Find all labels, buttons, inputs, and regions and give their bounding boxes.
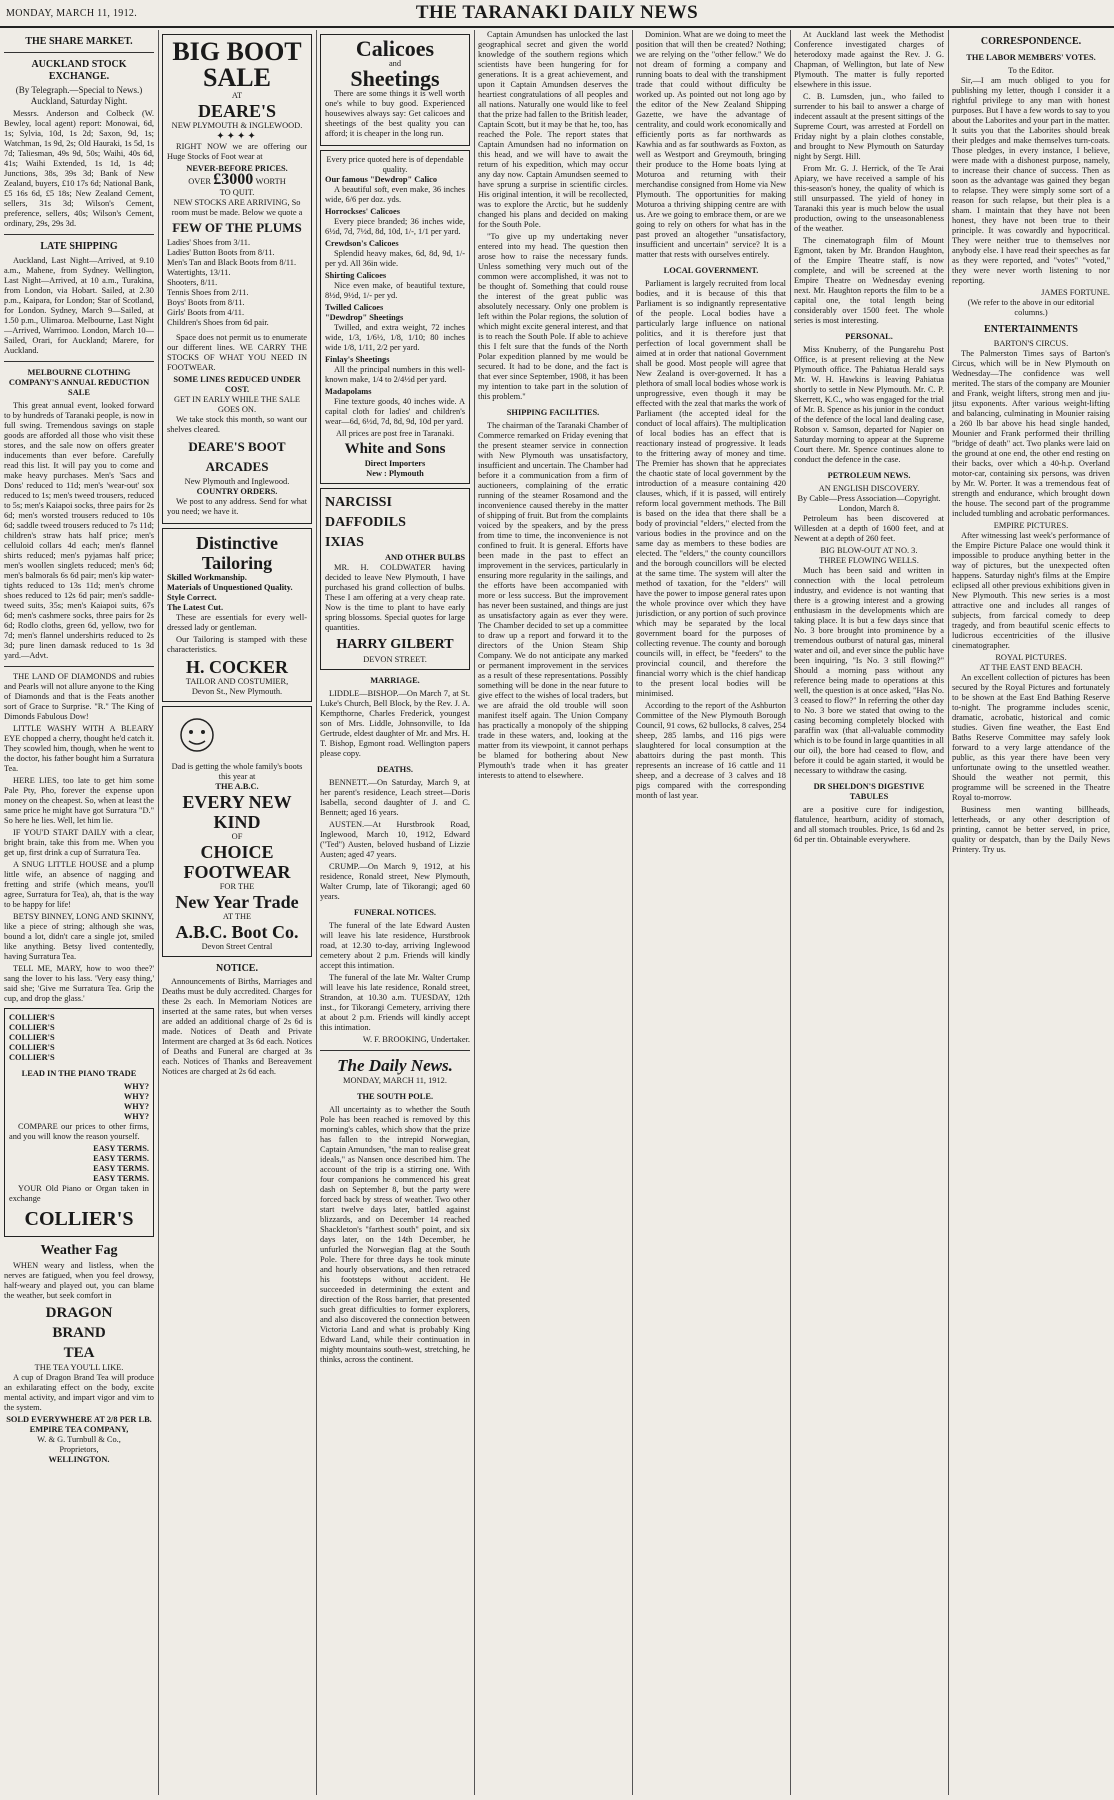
new-year: New Year Trade xyxy=(175,891,299,912)
dragon-tag: THE TEA YOU'LL LIKE. xyxy=(34,1362,124,1372)
piano-heading: LEAD IN THE PIANO TRADE xyxy=(21,1068,137,1078)
new-stocks: NEW STOCKS ARE ARRIVING, So room must be made. Below we quote a xyxy=(171,197,303,217)
shipping-facilities-heading: SHIPPING FACILITIES. xyxy=(506,408,600,417)
telegraph-line: (By Telegraph.—Special to News.) Auckland, Saturday Night. xyxy=(15,84,143,107)
notice-body: Announcements of Births, Marriages and Deaths must be duly accredited. Charges for these 2s each. In Memoriam Notices are inserted at the same rates, but when verses are added an additional charge of 2s 6d is made. Notices of Death and Private Interment are charged at 3s 6d each. Notices of Deaths and Funeral are charged at 3s each. Notices of Thanks and Bereavement Notices are charged at 2s 6d each. xyxy=(162,977,312,1077)
bulbs-ad xyxy=(320,488,470,670)
item-name: "Dewdrop" Sheetings xyxy=(325,313,404,322)
abc-boot: A.B.C. Boot Co. xyxy=(175,921,299,942)
flowing-heading: THREE FLOWING WELLS. xyxy=(819,556,919,565)
personal-heading: PERSONAL. xyxy=(845,332,893,341)
tail-line: Skilled Workmanship. xyxy=(167,572,247,582)
shipping-facilities-body: The chairman of the Taranaki Chamber of Commerce remarked on Friday evening that the present steamer service in connection with New Plymouth was unsatisfactory, insufficient and uncertain. The Chamber had before it a communication from a firm of auctioneers, complaining of the erratic running of the steamer Rosamond and the inconvenience caused thereby in the matter of shipping of fruit. But from the complaints voiced by the speakers, and by the press from time to time, the inconvenience is not confined to fruit. It is general. Efforts have been made in the past to effect an improvement in the services, particularly in ensuring more regularity in the sailings, and the efforts have been accompanied with more or less success. But the improvement has never been sustained, and things are just as unsatisfactory again as ever they were. The Chamber decided to set up a committee to draw up a report and forward it to the directors of the Union Steam Ship Company. We do not anticipate any marked or permanent improvement in the services as a result of these representations. Possibly something will be done in the near future to give effect to the wishes of local traders, but we are afraid the old trouble will soon manifest itself again. The Union Company has practically a monopoly of the shipping trade in these waters, and, looking at the matter from its viewpoint, it cannot perhaps be blamed for bothering about New Plymouth's trade when it has greater interests to attend to elsewhere. xyxy=(478,421,628,780)
abc-caption: Dad is getting the whole family's boots this year at xyxy=(171,761,303,781)
item-name: Crewdson's Calicoes xyxy=(325,239,399,248)
easy-line: EASY TERMS. xyxy=(93,1163,149,1173)
printery-note: Business men wanting billheads, letterheads, or any other description of printing, cannot be better served, in price, quality or despatch, than by the Daily News Printery. Try us. xyxy=(952,804,1110,854)
tea-verse: THE LAND OF DIAMONDS and rubies and Pearls will not allure anyone to the King of Diamonds and that is the Feats another sort of Grace to Surprise. "R." The King of Dimonds Fabulous Dow! xyxy=(4,671,154,721)
at-the: AT THE xyxy=(222,911,252,921)
exchange-heading: AUCKLAND STOCK EXCHANGE. xyxy=(31,59,127,82)
plum-item: Ladies' Shoes from 3/11. xyxy=(167,237,251,247)
plum-item: Girls' Boots from 4/11. xyxy=(167,307,245,317)
tailoring-ad xyxy=(162,528,312,702)
petroleum-sub: AN ENGLISH DISCOVERY. xyxy=(818,484,920,493)
white-sons: White and Sons xyxy=(344,441,446,457)
collier-line: COLLIER'S xyxy=(9,1052,55,1062)
why-line: WHY? xyxy=(123,1101,149,1111)
royal-sub: AT THE EAST END BEACH. xyxy=(979,662,1083,672)
at-word: AT xyxy=(231,91,243,100)
pole-heading: THE SOUTH POLE. xyxy=(356,1092,434,1101)
abc-address: Devon Street Central xyxy=(201,941,273,951)
empire-owner: W. & G. Turnbull & Co., xyxy=(37,1434,121,1444)
choice-footwear: CHOICE FOOTWEAR xyxy=(183,841,291,882)
pole-continued: Captain Amundsen has unlocked the last geographical secret and given the world knowledge of the southern regions which scientists have been hungering for for generations. It is a great achievement, and upon it Captain Amundsen deserves the heartiest congratulations of all peoples and all nations. Naturally one would like to feel that the prize had fallen to the British leader, Captain Scott, but it may be that he, too, has reached the Pole. The report states that Captain Amundsen had no information on this head, and we will have to await the return of his expedition, which may occur any day now. Captain Amundsen seemed to have sprung a surprise in scientific circles. His original intention, it will be recollected, was to explore the Arctic, but he suddenly changed his plans and decided on making for the South Pole. xyxy=(478,30,628,229)
country-body: We post to any address. Send for what you need; we have it. xyxy=(167,496,307,516)
item-desc: Nice even make, of beautiful texture, 8½d, 9½d, 1/- per yd. xyxy=(325,281,465,300)
amount: £3000 xyxy=(213,171,254,189)
plum-item: Ladies' Button Boots from 8/11. xyxy=(167,247,275,257)
newspaper-title: THE TARANAKI DAILY NEWS xyxy=(415,2,699,23)
space-note: Space does not permit us to enumerate our different lines. WE CARRY THE STOCKS OF WHAT YOU NEED IN FOOTWEAR. xyxy=(167,332,307,372)
bulbs-tail: AND OTHER BULBS xyxy=(384,553,465,562)
item-name: Twilled Calicoes xyxy=(325,303,384,312)
column-rule xyxy=(474,30,475,1795)
why-line: WHY? xyxy=(123,1081,149,1091)
column-rule xyxy=(790,30,791,1795)
sheetings-title: Sheetings xyxy=(350,66,440,91)
over: OVER xyxy=(188,177,211,187)
never-before: NEVER-BEFORE PRICES. xyxy=(186,164,288,174)
letter-signature: JAMES FORTUNE. xyxy=(1041,288,1110,298)
column-rule xyxy=(158,30,159,1795)
column-rule xyxy=(632,30,633,1795)
of-word: OF xyxy=(231,831,243,841)
and-word: and xyxy=(388,59,402,68)
column-7 xyxy=(952,30,1110,1795)
death-notice: BENNETT.—On Saturday, March 9, at her parent's residence, Leach street—Doris Isabella, second daughter of J. and C. Bennett; aged 16 years. xyxy=(320,778,470,817)
ws-town: New : Plymouth xyxy=(366,469,424,478)
column-5 xyxy=(636,30,786,1795)
plum-item: Children's Shoes from 6d pair. xyxy=(167,317,269,327)
labor-heading: THE LABOR MEMBERS' VOTES. xyxy=(966,53,1096,63)
item-name: Horrockses' Calicoes xyxy=(325,207,400,216)
collier-line: COLLIER'S xyxy=(9,1042,55,1052)
calico-prices xyxy=(320,150,470,484)
shipping-heading: LATE SHIPPING xyxy=(40,241,118,253)
calicoes-title: Calicoes xyxy=(355,36,435,61)
cocker-address: Devon St., New Plymouth. xyxy=(191,686,283,696)
tail-body: These are essentials for every well-dressed lady or gentleman. xyxy=(167,612,307,632)
local-govt-body: Parliament is largely recruited from local bodies, and it is because of this that Parliament is so indignantly representative of the people. Local bodies have a particularly large influence on national politics, and it is therefore just that perfection of local government shall be aimed at in order that national Government shall be good. Most people will agree that New Zealand is over-governed. It has a plethora of small local bodies whose work is unprogressive, even though it may be effected with the zeal that marks the work of Parliament (the accepted ideal for the conduct of local affairs). The multiplication of local bodies has an effect that is reactionary instead of progressive. It leads to the frittering away of money and time. The Premier has shown that he appreciates the chaotic state of local government by the introduction of a measure containing 420 clauses, which, if it is passed, will entirely reform local government methods. The Bill is based on the idea that there shall be a body of provincial "elders," elected from the various bodies in the province and on the same day as members to these bodies are elected. The "elders," the county councillors and the borough councillors will be elected at the same time. The system will alter the method of taxation, for the "elders" will have the power to impose general rates upon the whole province over which they have jurisdiction, or any portion of such province which may be separated by the local government board for the purposes of collecting revenue. The county and borough councils will, in effect, be "feeders" to the provincial council, and therefore the financial worry which is the chief handicap to the present local bodies will be minimised. xyxy=(636,279,786,698)
shipping-continued: Dominion. What are we doing to meet the position that will then be created? Nothing; we are relying on the "other fellow." We do not dream of forming a company and running boats to deal with the transhipment trade that could without difficulty be worked up. As pointed out not long ago by the editor of the New Zealand Shipping Gazette, we have the advantage of centrality, and could work economically and efficiently ports as far northwards as Kawhia and as far southwards as Foxton, as well as Westport and Greymouth, bringing their produce to the Home boats lying at Moturoa and returning with their merchandise consigned from Home via New Plymouth. The opportunities for making Moturoa a thriving shipping centre are with us. Are we going to embrace them, or are we going to rely on others for what has in the past proved an altogether "unsatisfactory, insufficient and uncertain" service? It is a matter that rests with ourselves entirely. xyxy=(636,30,786,259)
ornament-icon: ✦✦✦✦ xyxy=(216,131,258,142)
weather-body: WHEN weary and listless, when the nerves are fatigued, when you feel drowsy, half-weary and played out, you can blame the weather, but seek comfort in xyxy=(4,1260,154,1300)
death-notice: CRUMP.—On March 9, 1912, at his residence, Ronald street, New Plymouth, Walter Crump, late of Tikorangi; aged 60 years. xyxy=(320,862,470,901)
get-early: GET IN EARLY WHILE THE SALE GOES ON. xyxy=(173,394,301,414)
dragon-body: A cup of Dragon Brand Tea will produce an exhilarating effect on the body, excite mental activity, and impart vigor and vim to the system. xyxy=(4,1372,154,1412)
sheldon-heading: DR SHELDON'S DIGESTIVE TABULES xyxy=(813,782,925,801)
collier-ad xyxy=(4,1008,154,1237)
tea-verse: A SNUG LITTLE HOUSE and a plump little wife, an absence of nagging and fretting and strife (which means, you'll agree, Surratura for Tea), ah, that is the way to be happy for life! xyxy=(4,859,154,909)
empire-town: WELLINGTON. xyxy=(48,1454,110,1464)
item-desc: A beautiful soft, even make, 36 inches wide, 6/6 per doz. yds. xyxy=(325,185,465,204)
column-4 xyxy=(478,30,628,1795)
tail-body2: Our Tailoring is stamped with these characteristics. xyxy=(167,634,307,654)
column-rule xyxy=(948,30,949,1795)
empire-body: After witnessing last week's performance of the Empire Picture Palace one would think it impossible to produce anything better in the way of pictures, but the unexpected often happens. Saturday night's films at the Empire eclipsed all other previous exhibitions given in New Plymouth. This new series is a most attractive one and includes all ranges of subjects, from farcical comedy to deep tragedy, and from beautiful scenic effects to ludicrous eccentricities of the illusive cinematographer. xyxy=(952,530,1110,650)
death-notice: AUSTEN.—At Hurstbrook Road, Inglewood, March 10, 1912, Edward ("Ted") Austen, beloved husband of Lizzie Austen; aged 47 years. xyxy=(320,820,470,859)
daily-news-flag: The Daily News. xyxy=(337,1056,453,1075)
issue-date: MONDAY, MARCH 11, 1912. xyxy=(6,8,137,19)
calico-ad xyxy=(320,34,470,146)
melbourne-body: This great annual event, looked forward to by hundreds of Taranaki people, is now in full swing. Tremendous savings on staple goods are afforded all those who visit these stores, and the sale now on offers greater inducements than ever before. Carefully read this list. It will pay you to come and make heavy purchases. Men's 'Sacs and Dons' reduced to 11d; men's 'wear-out' sox reduced to 1s; men's tweed trousers, reduced to 5s; men's Kaiapoi socks, three pairs for 2s 6d; men's worsted trousers reduced to 10s 6d; saddle tweed trousers reduced to 7s 11d; children's straw hats half price; men's celluloid collars 4d each; men's flannel shirts reduced; men's pyjamas half price; men's woollen singlets reduced; men's 6d; men's balmorals 6s 6d pair; men's kip water-tights reduced to 13s 11d; men's chrome shoes reduced to 12s 6d pair; men's saddle-tweed suits, 35s; men's Kaiapoi suits, 67s 6d; men's cashmere socks, three pairs for 2s 6d; Rodlo cloths, green 6d, yellow, two for 7d; men's flannel undershirts reduced to 2s 3d; pure linen damask reduced to 1s 3d yard.—Advt. xyxy=(4,400,154,660)
calico-intro: There are some things it is well worth one's while to buy good. Experienced housewives always say: Get calicoes and sheetings of the best quality you can afford; it is cheaper in the long run. xyxy=(325,89,465,138)
tea-verse: TELL ME, MARY, how to woo thee?' sang the lover to his lass. 'Very easy thing,' said she; 'Give me Surratura Tea. Grip the cup, and drop the glass.' xyxy=(4,963,154,1003)
barton-heading: BARTON'S CIRCUS. xyxy=(993,338,1069,348)
dragon-sold: SOLD EVERYWHERE AT 2/8 PER LB. xyxy=(6,1414,152,1424)
barton-body: The Palmerston Times says of Barton's Circus, which will be in New Plymouth on Wednesday—The confidence was well merited. The stars of the company are Mounier and Frank, weight lifters, strong men and jiu-jitsu exponents. After various weight-lifting and balancing, culminating in Mounier raising a 260 lb bar above his head single handed, Mounier and Frank performed their thrilling "bridge of death" act. Two planks were laid on the ground at one end, the other end resting on their backs, over which a 40-h.p. Overland motor-car, containing six persons, was driven by Mr. W. Porter. It was a tremendous feat of strength and endurance, which brought down the house. The second part of the programme included tumbling and acrobatic performances. xyxy=(952,348,1110,518)
ws-sub: Direct Importers xyxy=(364,459,426,468)
tea-verse: LITTLE WASHY WITH A BLEARY EYE chopped a cherry, thought he'd catch it. They scowled him, though, when he went to the doctor, his father bought him a Surratura Tea. xyxy=(4,723,154,773)
item-name: Shirting Calicoes xyxy=(325,271,387,280)
abc-ad xyxy=(162,706,312,957)
boot-arcades: DEARE'S BOOT ARCADES xyxy=(188,438,286,474)
abc-caption2: THE A.B.C. xyxy=(215,781,259,791)
item-name: Finlay's Sheetings xyxy=(325,355,390,364)
tea-verse: HERE LIES, too late to get him some Pale Pty, Pho, forever the expense upon money on the cheapest. So, when at least the same price he might have got Surratura "D." So here he lies. Well, let him lie. xyxy=(4,775,154,825)
dragon-line: BRAND xyxy=(52,1324,106,1341)
methodist-note: At Auckland last week the Methodist Conference investigated charges of heterodoxy made against the Rev. J. G. Chapman, of Wellington, but late of New Plymouth. The matter is fully reported elsewhere in this issue. xyxy=(794,30,944,89)
issue-date-inner: MONDAY, MARCH 11, 1912. xyxy=(343,1076,447,1085)
funeral-notice: The funeral of the late Edward Austen will leave his late residence, Hurstbrook road, at 12.30 to-day, arriving Inglewood cemetery about 2 p.m. Friends will kindly accept this intimation. xyxy=(320,921,470,970)
column-rule xyxy=(316,30,317,1795)
collier-line: COLLIER'S xyxy=(9,1032,55,1042)
arcades-location: New Plymouth and Inglewood. xyxy=(184,476,290,486)
plum-item: Men's Tan and Black Boots from 8/11. xyxy=(167,257,297,267)
deares-location: NEW PLYMOUTH & INGLEWOOD. xyxy=(171,121,303,130)
item-desc: Splendid heavy makes, 6d, 8d, 9d, 1/- per yd. All 36in wide. xyxy=(325,249,465,268)
letter-body: Sir,—I am much obliged to you for publishing my letter, though I consider it a rightful privilege to any man with honest purposes. But I have a few words to say to you about the Laborites and your part in the matter. It suits you that the Laborites should break their pledges and make themselves turn-coats. Those pledges, in every instance, I believe, were made with a dishonest purpose, namely, to increase their chance of success. Then as soon as the advantage was gained they began to relapse. They were simply some sort of a reason for such relapse, but their plea is a sham. I maintain that they have not been honest, they have not been true to their principle. It was cowardly and hypocritical. They were neither true to themselves nor anybody else. I have read their speeches as far as they were reported, and "votes" "voted," they were never worth listening to nor reporting. xyxy=(952,76,1110,286)
tail-line: The Latest Cut. xyxy=(167,602,224,612)
tail-line: Style Correct. xyxy=(167,592,217,602)
flowing-body: Much has been said and written in connection with the local petroleum industry, and evidence is not wanting that there is a growing interest and a growing enthusiasm in the developments which are taking place. It is but a few days since that No. 3 bore brought into prominence by a tremendous outburst of natural gas, mineral water and oil, and ever since the public have been inquiring, "Is No. 3 still flowing?" Should a morning pass without any reference being made to operations at this well, the question is at once asked, "Has No. 3 ceased to flow?" In referring the other day to No. 3 bore we stated that owing to the casing becoming completely blocked with paraffin wax (that all-valuable commodity which is to be found in large quantities in all our oil), the bore had ceased to flow, and before it could be again started, it would be necessary to withdraw the casing. xyxy=(794,566,944,775)
cocker-name: H. COCKER xyxy=(185,656,288,677)
petroleum-heading: PETROLEUM NEWS. xyxy=(827,471,911,480)
collier-big: COLLIER'S xyxy=(24,1207,134,1230)
entertainments-heading: ENTERTAINMENTS xyxy=(984,324,1078,336)
funeral-heading: FUNERAL NOTICES. xyxy=(354,908,436,917)
sheldon-body: are a positive cure for indigestion, flatulence, heartburn, acidity of stomach, and all stomach troubles. Price, 1s 6d and 2s 6d per tin. Obtainable everywhere. xyxy=(794,805,944,844)
plum-item: Tennis Shoes from 2/11. xyxy=(167,287,249,297)
cocker-trade: TAILOR AND COSTUMIER, xyxy=(185,676,289,686)
masthead xyxy=(0,0,1114,28)
why-line: WHY? xyxy=(123,1091,149,1101)
tailoring-title: Distinctive Tailoring xyxy=(196,532,278,573)
editor-note: (We refer to the above in our editorial columns.) xyxy=(967,298,1095,318)
deaths-heading: DEATHS. xyxy=(377,765,413,774)
marriage-body: LIDDLE—BISHOP.—On March 7, at St. Luke's Church, Bell Block, by the Rev. J. A. Kempthorne, Charles Frederick, youngest son of Mrs. Liddle, Johnsonville, to Ida Gertrude, eldest daughter of Mr. and Mrs. H. T. Bishop, Egmont road. Wellington papers please copy. xyxy=(320,689,470,758)
shipping-report: Auckland, Last Night—Arrived, at 9.10 a.m., Mahene, from Sydney. Wellington, Last Night—Arrived, at 10 a.m., Turakina, from London, via Hobart. Sailed, at 2.30 p.m., Kaipara, for London; Star of Scotland, for London. Sydney, March 9—Sailed, at 1.50 p.m., Ulimaroa. Melbourne, Last Night—Arrived, Warrimoo. London, March 10—Sailed, Orari, for Auckland; Marere, for Auckland. xyxy=(4,255,154,355)
bulb-line: IXIAS xyxy=(325,535,364,550)
column-3 xyxy=(320,30,470,1795)
collier-line: COLLIER'S xyxy=(9,1022,55,1032)
trade-text: YOUR Old Piano or Organ taken in exchange xyxy=(9,1183,149,1203)
empire-prop: Proprietors, xyxy=(59,1444,99,1454)
to-editor: To the Editor. xyxy=(1008,66,1054,76)
why-line: WHY? xyxy=(123,1111,149,1121)
gilbert-street: DEVON STREET. xyxy=(363,655,427,664)
petroleum-body: Petroleum has been discovered at Willesden at a depth of 1600 feet, and at Newent at a depth of 260 feet. xyxy=(794,514,944,543)
collier-line: COLLIER'S xyxy=(9,1012,55,1022)
funeral-notice: The funeral of the late Mr. Walter Crump will leave his late residence, Ronald street, Strandon, at 10.30 a.m. TUESDAY, 12th inst., for Tikorangi Cemetery, arriving there at about 2 p.m. Friends will kindly accept this intimation. xyxy=(320,973,470,1032)
easy-line: EASY TERMS. xyxy=(93,1153,149,1163)
marriage-heading: MARRIAGE. xyxy=(370,676,420,685)
column-1 xyxy=(4,30,154,1795)
honey-note: From Mr. G. J. Herrick, of the Te Arai Apiary, we have received a sample of his this-season's honey, the quality of which is still unsurpassed. The yield of honey in Taranaki this year is much below the usual production, owing to the unseasonableness of the weather. xyxy=(794,164,944,233)
petroleum-cable: By Cable—Press Association—Copyright. London, March 8. xyxy=(797,494,941,513)
some-lines: SOME LINES REDUCED UNDER COST. xyxy=(173,374,301,394)
item-desc: All the principal numbers in this well-known make, 1/4 to 2/4½d per yard. xyxy=(325,365,465,384)
for-the: FOR THE xyxy=(219,881,255,891)
bulb-line: DAFFODILS xyxy=(325,515,406,530)
local-govt-heading: LOCAL GOVERNMENT. xyxy=(663,266,759,275)
stock-month: We take stock this month, so want our shelves cleared. xyxy=(167,414,307,434)
column-6 xyxy=(794,30,944,1795)
column-2 xyxy=(162,30,312,1795)
plum-item: Watertights, 13/11. xyxy=(167,267,231,277)
worth: WORTH xyxy=(255,177,286,187)
tea-verse: IF YOU'D START DAILY with a clear, bright brain, take this from me. When you get up, first drink a cup of Surratura Tea. xyxy=(4,827,154,857)
correspondence-heading: CORRESPONDENCE. xyxy=(980,36,1082,47)
few-plums: FEW OF THE PLUMS xyxy=(172,219,302,235)
lumsden-note: C. B. Lumsden, jun., who failed to surrender to his bail to answer a charge of indecent assault at the present sittings of the Supreme Court, was arrested at Fordell on Friday night by a plain clothes constable, and brought to New Plymouth on Saturday night by Sergt. Hill. xyxy=(794,92,944,161)
item-desc: Twilled, and extra weight, 72 inches wide, 1/3, 1/6½, 1/8, 1/10; 80 inches wide 1/8, 1/11, 2/2 per yard. xyxy=(325,323,465,352)
right-now: RIGHT NOW we are offering our Huge Stocks of Foot wear at xyxy=(167,142,307,162)
share-report: Messrs. Anderson and Colbeck (W. Bewley, local agent) report: Monowai, 6d, 1s; Sylvia, 10d, 1s 2d; Saxon, 9d, 1s; Watchman, 1s 9d, 2s; Old Hauraki, 1s 5d, 1s 7d; Taliesman, 49s 9d, 50s; Waihi, 40s 6d, 41s; Waihi Extended, 1s 1d, 1s 4d; Junctions, 38s, 39s 3d; Bank of New Zealand, buyers, £10 17s 6d; National Bank, £5 16s 6d, £5 18s; New Zealand Cement, sellers, 31s 3d; Wilson's Cement, preference, sellers, 40s; Wilson's Cement, ordinary, 29s, 29s 3d. xyxy=(4,109,154,229)
gilbert-name: HARRY GILBERT xyxy=(336,637,454,652)
personal-body: Miss Knuberry, of the Pungarehu Post Office, is at present relieving at the New Plymouth office. The Pahiatua Herald says Mr. W. H. Hawkins is leaving Pahiatua shortly to settle in New Plymouth. Mr. C. P. Skerrett, K.C., who was engaged for the trial of Mr. B. Spence as his junior in the conduct of the defence of the local land dealing case, Robson v. Samson, departed for Napier on Saturday morning to appear at the Supreme Court there. Mr. Spence continues alone to conduct the defence in the case. xyxy=(794,345,944,464)
melbourne-heading: MELBOURNE CLOTHING COMPANY'S ANNUAL REDUCTION SALE xyxy=(8,367,150,397)
cinema-note: The cinematograph film of Mount Egmont, taken by Mr. Brandon Haughton, of the Empire Theatre staff, is now complete, and will be screened at the Empire Theatre on Wednesday evening next. Mr. Haughton reports the film to be a capital one, the total length being considerably over 1500 feet. The whole series is most interesting. xyxy=(794,236,944,325)
tail-line: Materials of Unquestioned Quality. xyxy=(167,582,293,592)
to-quit: TO QUIT. xyxy=(219,187,255,197)
dragon-line: TEA xyxy=(63,1344,95,1361)
compare-text: COMPARE our prices to other firms, and you will know the reason yourself. xyxy=(9,1121,149,1141)
item-desc: Fine texture goods, 40 inches wide. A capital cloth for ladies' and children's wear—6d, 6½d, 7d, 8d, 9d, 10d per yard. xyxy=(325,397,465,426)
plum-item: Shooters, 8/11. xyxy=(167,277,218,287)
pole-body: All uncertainty as to whether the South Pole has been reached is removed by this morning's cables, which show that the prize has fallen to the intrepid Norwegian, Captain Amundsen, "the man to realise great ideals," as Nansen once described him. The account of the trip is a stirring one. With four companions he commenced his great dash on September 8, but the party were forced back by stress of weather. Two other start twelve days later, battled against blizzards, and on December 14 reached Shackleton's "farthest south" point, and six days later, on the 14th December, he unfurled the Norwegian flag at the South Pole. There for three days he took minute and hourly observations, and then retraced his footsteps without accident. He succeeded in determining the extent and direction of the Ross barrier, that presented such great difficulties to former explorers, and also discovered the connection between Victoria Land and what is probably King Edward Land, while their continuation in mighty mountains south-west, stretching, he thinks, across the continent. xyxy=(320,1105,470,1364)
free-note: All prices are post free in Taranaki. xyxy=(335,429,455,438)
baby-face-icon xyxy=(167,715,227,755)
item-name: Madapolams xyxy=(325,387,372,396)
dragon-line: DRAGON xyxy=(45,1304,113,1321)
deares-name: DEARE'S xyxy=(197,101,277,121)
share-heading: THE SHARE MARKET. xyxy=(25,36,133,47)
easy-line: EASY TERMS. xyxy=(93,1173,149,1183)
boot-sale-ad xyxy=(162,34,312,524)
over-amount xyxy=(167,171,307,189)
tea-verse: BETSY BINNEY, LONG AND SKINNY, like a piece of string; although she was, bound a lot, didn't care a single jot, smiled like anything. Betsy lived contentedly, having Surratura Tea. xyxy=(4,911,154,961)
royal-body: An excellent collection of pictures has been secured by the Royal Pictures and fortunately to be shown at the East End Bathing Reserve to-night. The programme includes scenic, dramatic, acrobatic, historical and comic studies. Given fine weather, the East End Baths Reserve Committee may safely look forward to a very large attendance of the public, as this year there have been very unfortunate owing to the unsettled weather. Should the weather not permit, this programme will be screened in the Theatre Royal to-morrow. xyxy=(952,672,1110,802)
every-new: EVERY NEW KIND xyxy=(182,791,292,832)
abattoir-report: According to the report of the Ashburton Committee of the New Plymouth Borough Council, 91 cows, 62 bullocks, 8 calves, 254 sheep, 285 lambs, and 116 pigs were slaughtered for local consumption at the abattoirs during the past month. This represents an increase of 16 cattle and 11 sheep, and a decrease of 3 calves and 18 pigs compared with the corresponding month of last year. xyxy=(636,701,786,800)
item-desc: Every piece branded; 36 inches wide, 6½d, 7d, 7½d, 8d, 10d, 1/-, 1/1 per yard. xyxy=(325,217,465,236)
royal-heading: ROYAL PICTURES. xyxy=(995,652,1067,662)
big-boot-sale: BIG BOOT SALE xyxy=(172,37,302,92)
every-piece: Every price quoted here is of dependable quality. xyxy=(326,155,464,174)
blowout-heading: BIG BLOW-OUT AT NO. 3. xyxy=(820,546,918,555)
coldwater-text: MR. H. COLDWATER having decided to leave New Plymouth, I have purchased his grand collection of bulbs. These I am offering at a very cheap rate. Now is the time to plant to have early spring blossoms. Special quotes for large quantities. xyxy=(325,563,465,632)
empire-tea-name: EMPIRE TEA COMPANY, xyxy=(29,1424,129,1434)
bulb-line: NARCISSI xyxy=(325,495,392,510)
empire-heading: EMPIRE PICTURES. xyxy=(993,520,1069,530)
notice-heading: NOTICE. xyxy=(216,962,258,974)
country-orders: COUNTRY ORDERS. xyxy=(196,486,278,496)
easy-line: EASY TERMS. xyxy=(93,1143,149,1153)
undertaker: W. F. BROOKING, Undertaker. xyxy=(362,1035,470,1044)
amundsen-quote: "To give up my undertaking never entered into my head. The question then arose how to raise the necessary funds. Unless something very much out of the common were accomplished, it was not to be thought of. Something that could rouse the interest of the great public was absolutely necessary. Only one problem is left within the Polar regions, the solution of which might excite general interest, and that is to reach the South Pole. If able to achieve this I felt sure that the funds of the North Polar expedition planned by me would be secured. It had to be done, and the fact is that ever since September, 1908, it has been my intention to take part in the solution of this problem." xyxy=(478,232,628,401)
weather-heading: Weather Fag xyxy=(40,1242,118,1258)
plum-item: Boys' Boots from 8/11. xyxy=(167,297,245,307)
item-name: Our famous "Dewdrop" Calico xyxy=(325,175,438,184)
